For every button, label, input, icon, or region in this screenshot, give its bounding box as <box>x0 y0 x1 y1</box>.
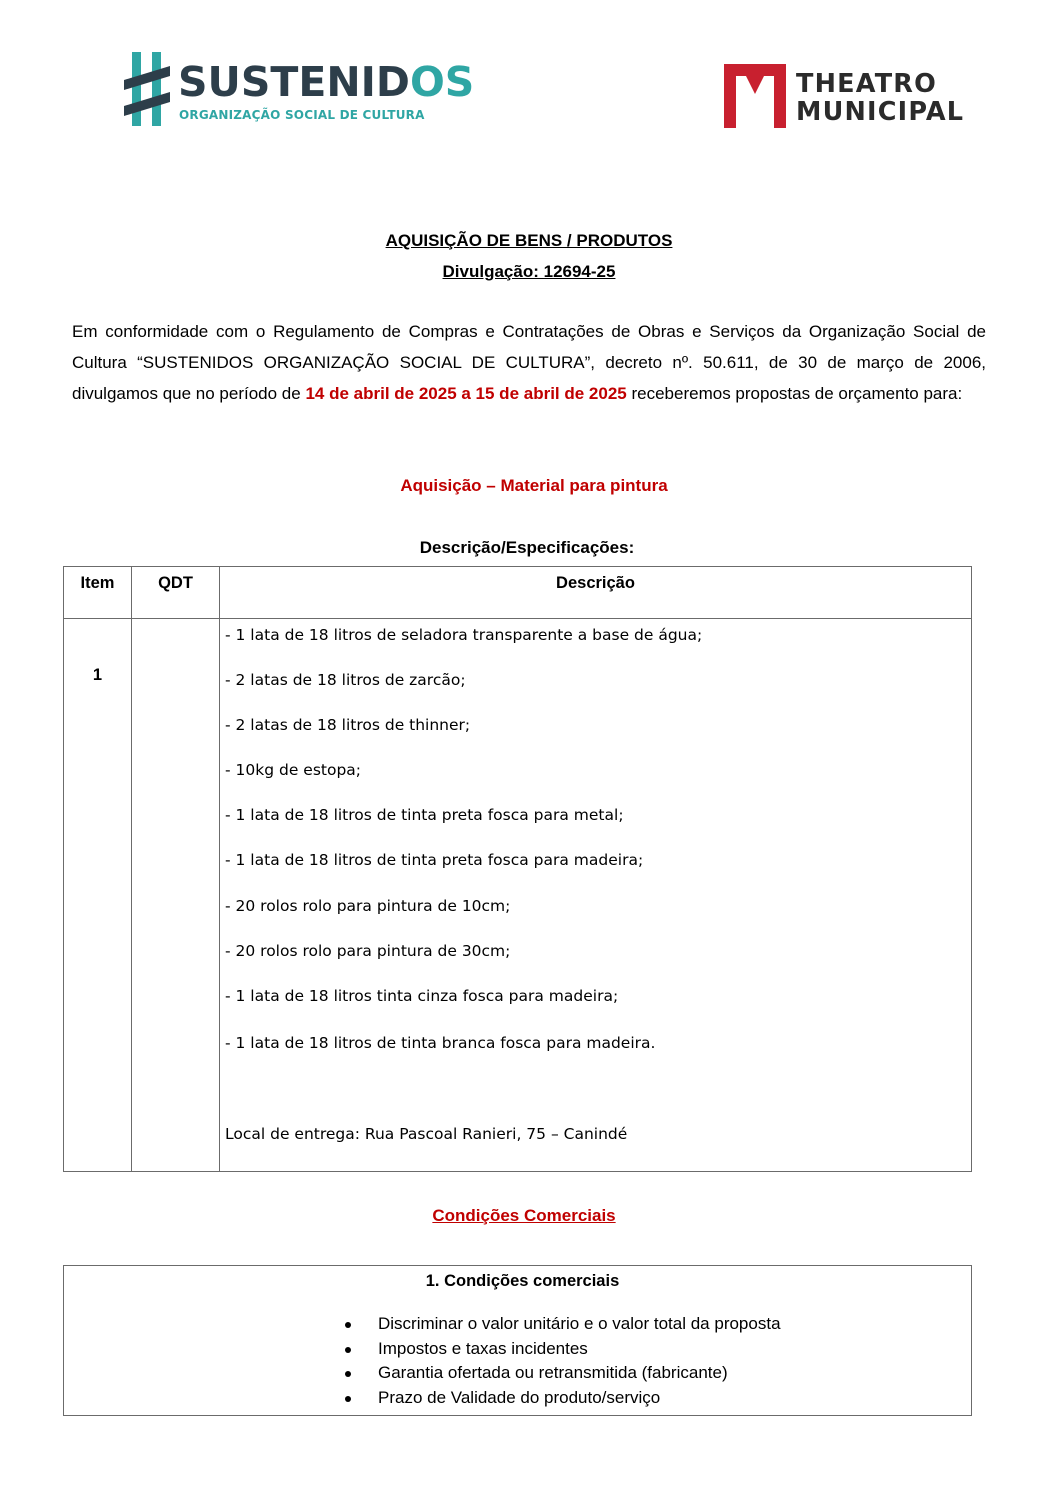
row-description-cell <box>220 619 972 1172</box>
commercial-heading: Condições Comerciais <box>432 1206 616 1225</box>
theatro-municipal-logo <box>724 64 964 130</box>
list-item: - 2 latas de 18 litros de zarcão; <box>225 671 466 689</box>
sustenidos-subtitle: ORGANIZAÇÃO SOCIAL DE CULTURA <box>179 108 425 122</box>
list-item: - 1 lata de 18 litros tinta cinza fosca para madeira; <box>225 987 619 1005</box>
acquisition-heading: Aquisição – Material para pintura <box>400 476 668 495</box>
header-item-cell <box>64 567 132 619</box>
list-item: - 2 latas de 18 litros de thinner; <box>225 716 471 734</box>
list-item: Garantia ofertada ou retransmitida (fabricante) <box>378 1363 728 1383</box>
header-description: Descrição <box>556 574 635 592</box>
items-table <box>63 566 972 1172</box>
bullet-icon <box>345 1396 351 1402</box>
list-item: Impostos e taxas incidentes <box>378 1339 588 1359</box>
row-qty-cell <box>132 619 220 1172</box>
list-item: Prazo de Validade do produto/serviço <box>378 1388 660 1408</box>
spec-heading: Descrição/Especificações: <box>419 538 635 557</box>
list-item: - 1 lata de 18 litros de tinta preta fosca para metal; <box>225 806 624 824</box>
list-item: - 1 lata de 18 litros de tinta branca fosca para madeira. <box>225 1034 656 1052</box>
table-row <box>64 619 972 1172</box>
bullet-icon <box>345 1347 351 1353</box>
header-qty-cell <box>132 567 220 619</box>
list-item: Discriminar o valor unitário e o valor total da proposta <box>378 1314 781 1334</box>
bullet-icon <box>345 1322 351 1328</box>
row-item-number: 1 <box>92 666 103 684</box>
delivery-location: Local de entrega: Rua Pascoal Ranieri, 75 – Canindé <box>225 1125 628 1143</box>
sustenidos-logo <box>124 50 475 130</box>
items-table-header-row <box>64 567 972 619</box>
hash-icon <box>124 50 174 128</box>
bullet-icon <box>345 1371 351 1377</box>
theatro-frame-icon <box>724 64 786 128</box>
intro-paragraph: Em conformidade com o Regulamento de Compras e Contratações de Obras e Serviços da Organização Social de Cultura “SUSTENIDOS ORGANIZAÇÃO SOCIAL DE CULTURA”, decreto nº. 50.611, de 30 de março de 2006, divulgamos que no período de 14 de abril de 2025 a 15 de abril de 2025 receberemos propostas de orçamento para: <box>72 322 986 403</box>
header-qty: QDT <box>158 574 193 592</box>
row-item-cell <box>64 619 132 1172</box>
list-item: - 20 rolos rolo para pintura de 30cm; <box>225 942 511 960</box>
theatro-municipal-wordmark: THEATRO MUNICIPAL <box>796 69 965 127</box>
sustenidos-wordmark: SUSTENIDOS <box>178 58 475 106</box>
list-item: - 10kg de estopa; <box>225 761 362 779</box>
header-description-cell <box>220 567 972 619</box>
commercial-box-title: 1. Condições comerciais <box>425 1272 620 1290</box>
document-subtitle: Divulgação: 12694-25 <box>442 262 616 281</box>
document-title: AQUISIÇÃO DE BENS / PRODUTOS <box>385 231 673 250</box>
list-item: - 1 lata de 18 litros de seladora transparente a base de água; <box>225 626 703 644</box>
list-item: - 20 rolos rolo para pintura de 10cm; <box>225 897 511 915</box>
list-item: - 1 lata de 18 litros de tinta preta fosca para madeira; <box>225 851 644 869</box>
header-item: Item <box>80 574 115 592</box>
period-highlight: 14 de abril de 2025 a 15 de abril de 2025 <box>305 384 627 403</box>
